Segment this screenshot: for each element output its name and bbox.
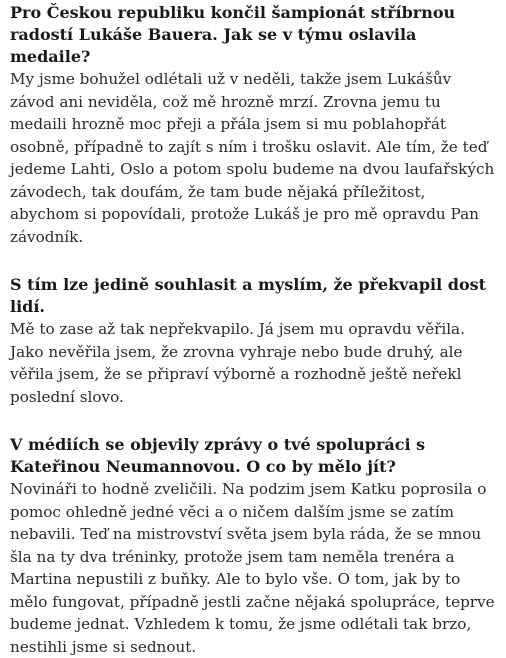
interview-answer: Novináři to hodně zveličili. Na podzim jsem Katku poprosila o pomoc ohledně jedné věci a o ničem dalším jsme se zatím nebavili. Teď na mistrovství světa jsem byla ráda, že se mnou šla na ty dva tréninky, protože jsem tam neměla trenéra a Martina nepustili z buňky. Ale to bylo vše. O tom, jak by to mělo fungovat, případně jestli začne nějaká spolupráce, teprve budeme jednat. Vzhledem k tomu, že jsme odlétali tak brzo, nestihli jsme si sednout. [10,480,495,656]
qa-section-3 [10,434,496,658]
qa-section-1 [10,2,496,248]
interview-answer: Mě to zase až tak nepřekvapilo. Já jsem mu opravdu věřila. Jako nevěřila jsem, že zrovna vyhraje nebo bude druhý, ale věřila jsem, že se připraví výborně a rozhodně ještě neřekl poslední slovo. [10,320,465,406]
interview-answer: My jsme bohužel odlétali už v neděli, takže jsem Lukášův závod ani neviděla, což mě hrozně mrzí. Zrovna jemu tu medaili hrozně moc přeji a přála jsem si mu poblahopřát osobně, případně to zajít s ním i trošku oslavit. Ale tím, že teď jedeme Lahti, Oslo a potom spolu budeme na dvou laufařských závodech, tak doufám, že tam bude nějaká příležitost, abychom si popovídali, protože Lukáš je pro mě opravdu Pan závodník. [10,70,495,246]
interview-question: S tím lze jedině souhlasit a myslím, že překvapil dost lidí. [10,275,487,316]
qa-section-2 [10,274,496,408]
interview-question: Pro Českou republiku končil šampionát stříbrnou radostí Lukáše Bauera. Jak se v týmu oslavila medaile? [10,3,456,66]
interview-question: V médiích se objevily zprávy o tvé spolupráci s Kateřinou Neumannovou. O co by mělo jít? [10,435,426,476]
